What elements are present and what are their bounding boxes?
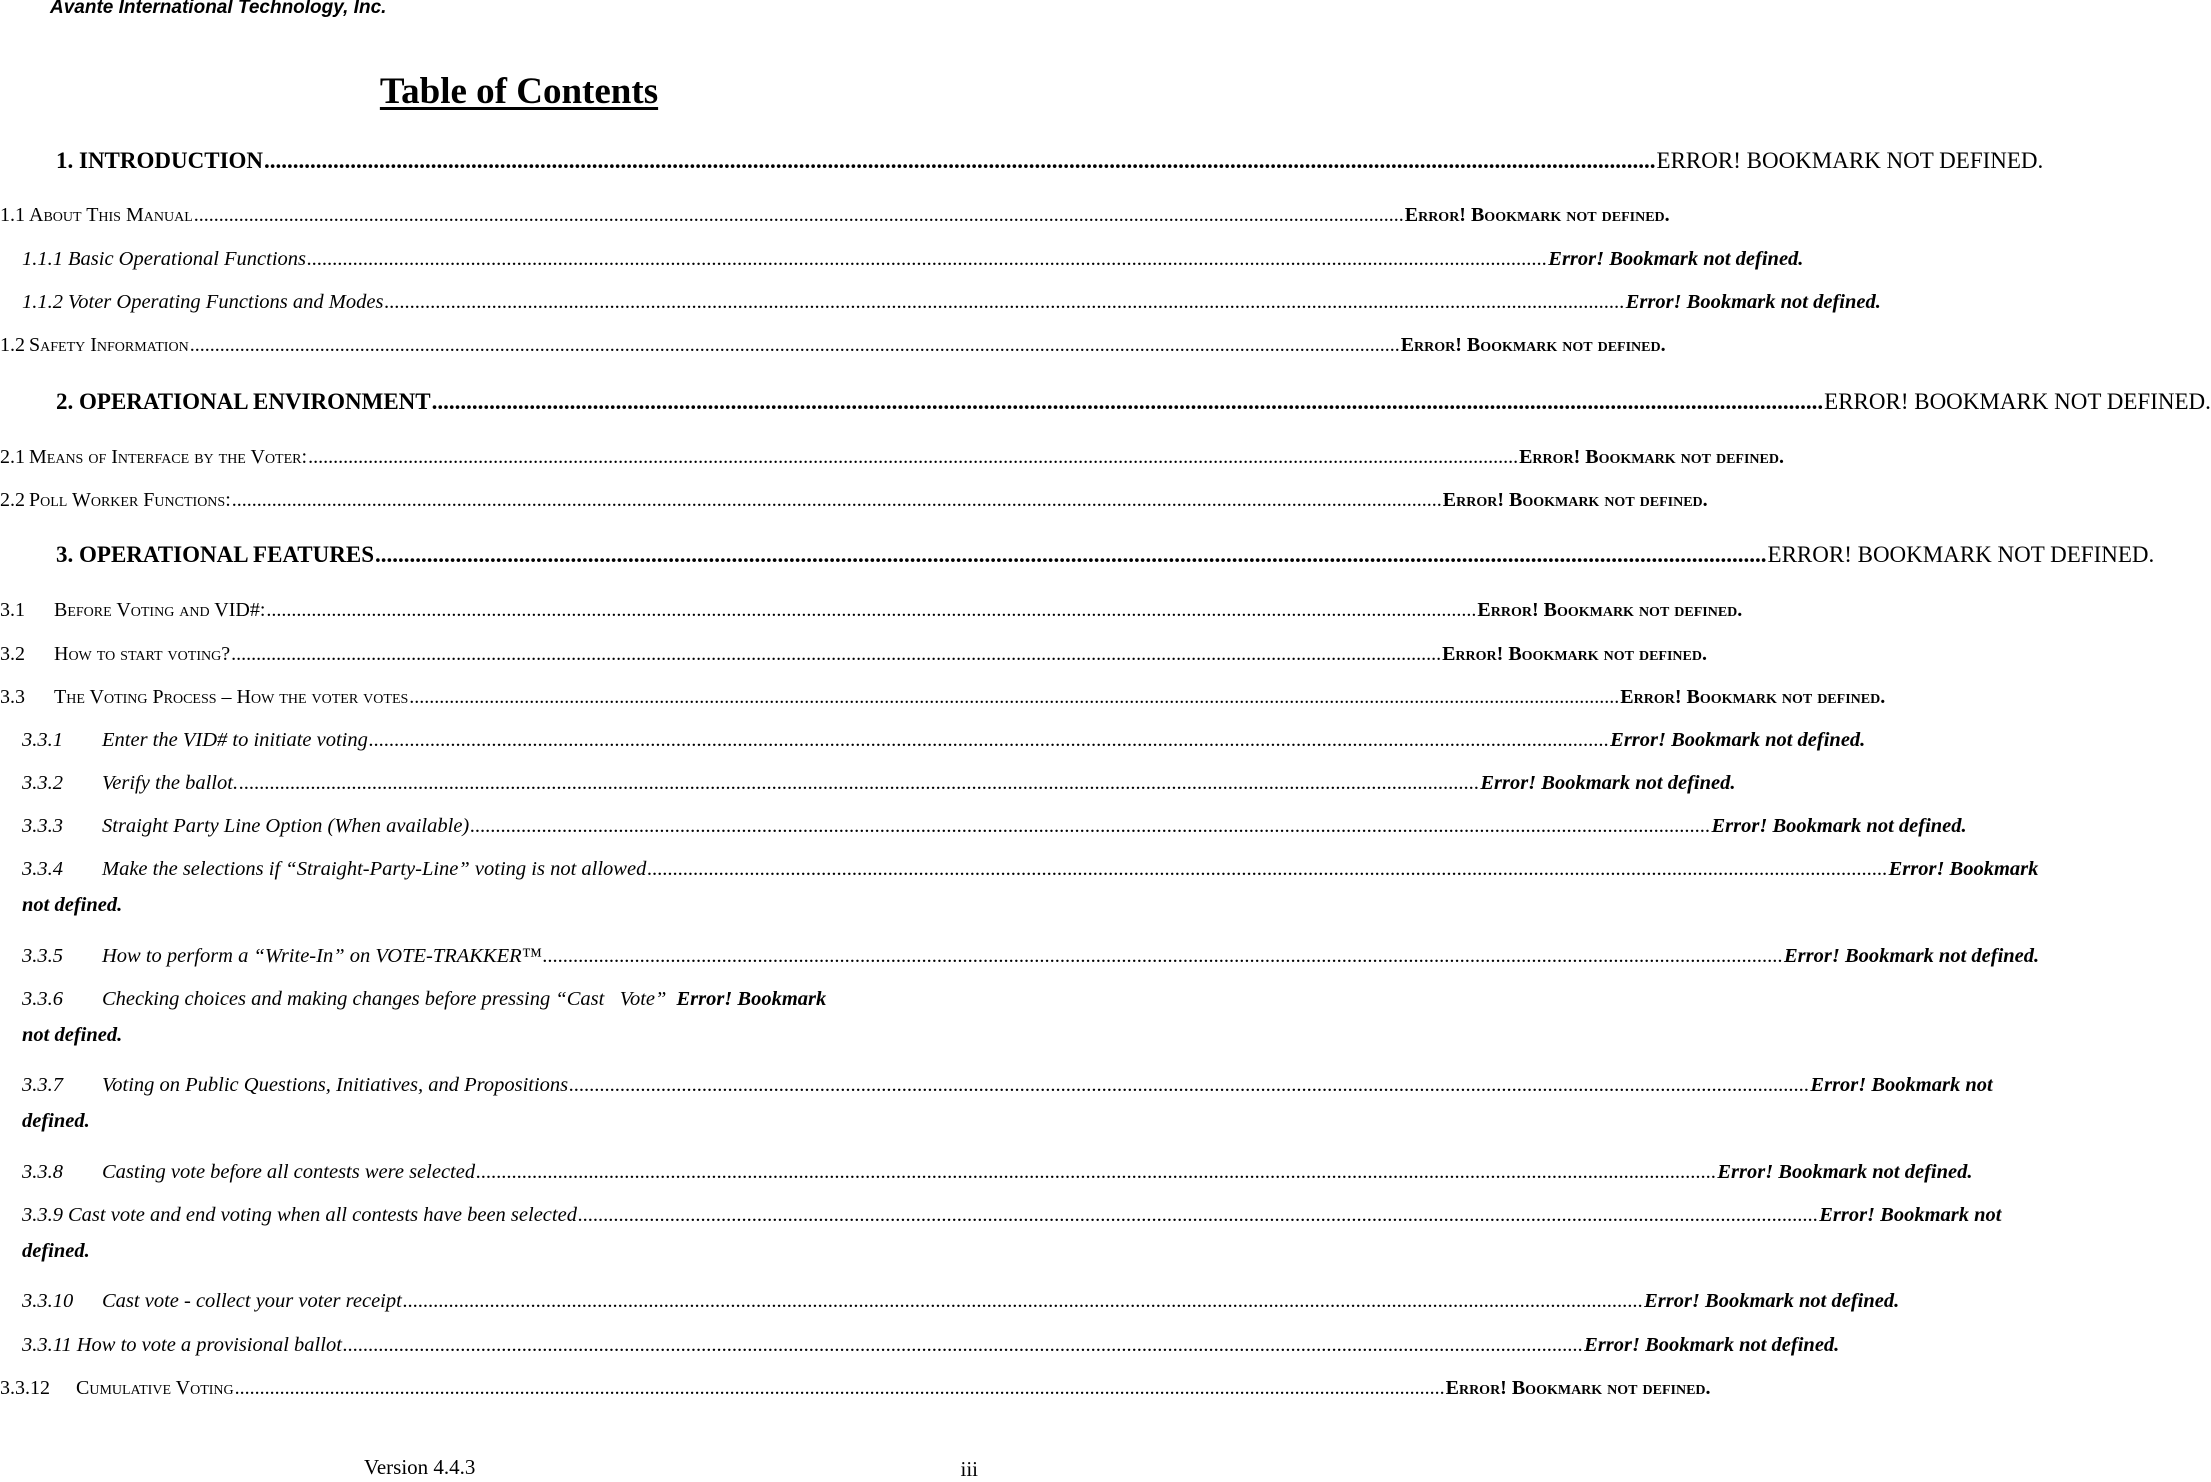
toc-number: 3.3.10	[22, 1290, 74, 1312]
dot-leader: ..................................................................................................................................................................................................................................................	[542, 945, 1783, 967]
toc-number: 2.2	[0, 489, 25, 511]
toc-page-ref: ERROR! BOOKMARK NOT DEFINED.	[1824, 389, 2211, 414]
toc-title: OPERATIONAL ENVIRONMENT	[79, 389, 431, 414]
toc-title: Casting vote before all contests were selected	[102, 1161, 476, 1183]
toc-title: Basic Operational Functions	[68, 248, 307, 270]
toc-page-ref: Error! Bookmark not	[1810, 1074, 1993, 1096]
toc-number: 3.3.9	[22, 1204, 63, 1226]
toc-number: 1.1.2	[22, 291, 63, 313]
toc-number: 1.1	[0, 204, 25, 226]
toc-entry-3-3-6[interactable]	[22, 988, 979, 1047]
toc-title: Cast vote and end voting when all contests have been selected	[68, 1204, 577, 1226]
toc-number: 1.2	[0, 334, 25, 356]
toc-number: 3.2	[0, 643, 25, 665]
toc-page-ref-continued: defined.	[22, 1240, 90, 1262]
toc-entry-3-3-7[interactable]	[22, 1074, 1993, 1133]
toc-entry-3-3-3[interactable]	[22, 815, 1967, 838]
dot-leader: ..................................................................................................................................................................................................................................................	[569, 1074, 1810, 1096]
dot-leader: ..................................................................................................................................................................................................................................................	[234, 1377, 1445, 1399]
toc-entry-3-3-8[interactable]	[22, 1161, 1973, 1184]
toc-number: 3.3.1	[22, 729, 63, 751]
toc-number: 3.	[56, 542, 74, 567]
toc-page-ref: Error! Bookmark not defined.	[1400, 334, 1666, 356]
toc-entry-3[interactable]	[56, 542, 2155, 568]
toc-entry-3-1[interactable]	[0, 599, 1743, 622]
toc-page-ref: Error! Bookmark not defined.	[1480, 772, 1736, 794]
toc-entry-3-3-12[interactable]	[0, 1377, 1711, 1400]
toc-title: Straight Party Line Option (When available)	[102, 815, 470, 837]
dot-leader: ..................................................................................................................................................................................................................................................	[431, 389, 1824, 414]
toc-entry-2-2[interactable]	[0, 489, 1708, 512]
toc-page-ref: Error! Bookmark not defined.	[1442, 643, 1707, 665]
document-header: Avante International Technology, Inc.	[50, 0, 387, 18]
toc-entry-3-2[interactable]	[0, 643, 1707, 666]
toc-page-ref-continued: not defined.	[22, 894, 123, 916]
toc-title: Make the selections if “Straight-Party-Line” voting is not allowed	[102, 858, 647, 880]
toc-number: 3.3.6	[22, 988, 63, 1010]
dot-leader: ..................................................................................................................................................................................................................................................	[409, 686, 1620, 708]
toc-number: 2.1	[0, 446, 25, 468]
toc-page-ref: ERROR! BOOKMARK NOT DEFINED.	[1656, 148, 2044, 173]
toc-entry-1-2[interactable]	[0, 334, 1666, 357]
toc-number: 1.	[56, 148, 74, 173]
dot-leader: ..................................................................................................................................................................................................................................................	[231, 643, 1442, 665]
toc-title: How to vote a provisional ballot	[76, 1334, 342, 1356]
dot-leader: ..................................................................................................................................................................................................................................................	[189, 334, 1400, 356]
toc-number: 3.3.12	[0, 1377, 50, 1399]
toc-page-ref: Error! Bookmark not defined.	[1620, 686, 1886, 708]
dot-leader: ..................................................................................................................................................................................................................................................	[476, 1161, 1717, 1183]
page-number: iii	[960, 1457, 978, 1481]
toc-entry-3-3-10[interactable]	[22, 1290, 1900, 1313]
toc-entry-3-3-4[interactable]	[22, 858, 2039, 917]
toc-page-ref: Error! Bookmark not defined.	[1445, 1377, 1711, 1399]
toc-number: 3.3.8	[22, 1161, 63, 1183]
toc-number: 3.3.2	[22, 772, 63, 794]
toc-title: How to perform a “Write-In” on VOTE-TRAKKER™	[102, 945, 542, 967]
toc-title: Before Voting and VID#:	[54, 599, 266, 621]
toc-title: Cumulative Voting	[76, 1377, 234, 1399]
toc-page-ref: Error! Bookmark not	[1819, 1204, 2002, 1226]
toc-entry-3-3-5[interactable]	[22, 945, 2040, 968]
toc-page-ref: Error! Bookmark	[1888, 858, 2039, 880]
toc-page-ref-continued: not defined.	[22, 1024, 123, 1046]
toc-entry-1-1[interactable]	[0, 204, 1670, 227]
toc-entry-3-3-2[interactable]	[22, 772, 1736, 795]
toc-number: 1.1.1	[22, 248, 63, 270]
toc-number: 3.3.5	[22, 945, 63, 967]
toc-page-ref: Error! Bookmark not defined.	[1711, 815, 1967, 837]
toc-title: Safety Information	[29, 334, 189, 356]
dot-leader: ..................................................................................................................................................................................................................................................	[384, 291, 1625, 313]
toc-page-ref: Error! Bookmark not defined.	[1784, 945, 2040, 967]
toc-entry-1-1-2[interactable]	[22, 291, 1881, 314]
toc-entry-3-3-9[interactable]	[22, 1204, 2002, 1263]
toc-page-ref: Error! Bookmark not defined.	[1625, 291, 1881, 313]
toc-entry-2[interactable]	[56, 389, 2211, 415]
dot-leader: ..................................................................................................................................................................................................................................................	[266, 599, 1477, 621]
toc-page-ref: Error! Bookmark not defined.	[1717, 1161, 1973, 1183]
toc-number: 2.	[56, 389, 74, 414]
dot-leader: ..................................................................................................................................................................................................................................................	[231, 489, 1442, 511]
toc-title: Enter the VID# to initiate voting	[102, 729, 368, 751]
toc-number: 3.3.3	[22, 815, 63, 837]
toc-title: Voter Operating Functions and Modes	[68, 291, 384, 313]
dot-leader: ..................................................................................................................................................................................................................................................	[307, 248, 1548, 270]
toc-title: The Voting Process – How the voter votes	[54, 686, 409, 708]
toc-title: INTRODUCTION	[79, 148, 264, 173]
dot-leader: ..................................................................................................................................................................................................................................................	[470, 815, 1711, 837]
dot-leader: ..................................................................................................................................................................................................................................................	[308, 446, 1519, 468]
toc-page-ref: Error! Bookmark not defined.	[1477, 599, 1743, 621]
toc-page-ref: Error! Bookmark not defined.	[1442, 489, 1708, 511]
page-title: Table of Contents	[379, 71, 659, 112]
toc-entry-1-1-1[interactable]	[22, 248, 1804, 271]
toc-title: Means of Interface by the Voter:	[29, 446, 308, 468]
toc-number: 3.3.4	[22, 858, 63, 880]
toc-page-ref: Error! Bookmark not defined.	[1548, 248, 1804, 270]
toc-title: Cast vote - collect your voter receipt	[102, 1290, 402, 1312]
toc-number: 3.3.11	[22, 1334, 72, 1356]
toc-page-ref: Error! Bookmark not defined.	[1404, 204, 1670, 226]
toc-title: Checking choices and making changes before pressing “Cast Vote”	[102, 988, 667, 1010]
toc-title: OPERATIONAL FEATURES	[79, 542, 375, 567]
toc-page-ref-continued: defined.	[22, 1110, 90, 1132]
toc-title: About This Manual	[29, 204, 193, 226]
toc-title: Poll Worker Functions:	[29, 489, 231, 511]
dot-leader: ..................................................................................................................................................................................................................................................	[193, 204, 1404, 226]
toc-number: 3.1	[0, 599, 25, 621]
dot-leader: ..................................................................................................................................................................................................................................................	[375, 542, 1767, 567]
toc-title: Verify the ballot.	[102, 772, 239, 794]
toc-entry-3-3-11[interactable]	[22, 1334, 1840, 1357]
toc-entry-1[interactable]	[56, 148, 2044, 174]
toc-title: Voting on Public Questions, Initiatives, and Propositions	[102, 1074, 569, 1096]
toc-page-ref: Error! Bookmark not defined.	[1610, 729, 1866, 751]
toc-page-ref: ERROR! BOOKMARK NOT DEFINED.	[1767, 542, 2155, 567]
toc-entry-3-3[interactable]	[0, 686, 1886, 709]
toc-page-ref: Error! Bookmark not defined.	[1644, 1290, 1900, 1312]
dot-leader: ..................................................................................................................................................................................................................................................	[342, 1334, 1584, 1356]
dot-leader: ..................................................................................................................................................................................................................................................	[368, 729, 1610, 751]
version-label: Version 4.4.3	[364, 1455, 476, 1479]
dot-leader: ..................................................................................................................................................................................................................................................	[402, 1290, 1644, 1312]
toc-entry-2-1[interactable]	[0, 446, 1784, 469]
toc-title: How to start voting?	[54, 643, 231, 665]
dot-leader: ..................................................................................................................................................................................................................................................	[577, 1204, 1819, 1226]
dot-leader: ..................................................................................................................................................................................................................................................	[647, 858, 1888, 880]
toc-number: 3.3.7	[22, 1074, 63, 1096]
toc-page-ref: Error! Bookmark not defined.	[1519, 446, 1784, 468]
toc-number: 3.3	[0, 686, 25, 708]
dot-leader: ..................................................................................................................................................................................................................................................	[264, 148, 1656, 173]
toc-page-ref: Error! Bookmark not defined.	[1584, 1334, 1840, 1356]
dot-leader: ..................................................................................................................................................................................................................................................	[239, 772, 1480, 794]
toc-page-ref: Error! Bookmark	[676, 988, 827, 1010]
toc-entry-3-3-1[interactable]	[22, 729, 1866, 752]
